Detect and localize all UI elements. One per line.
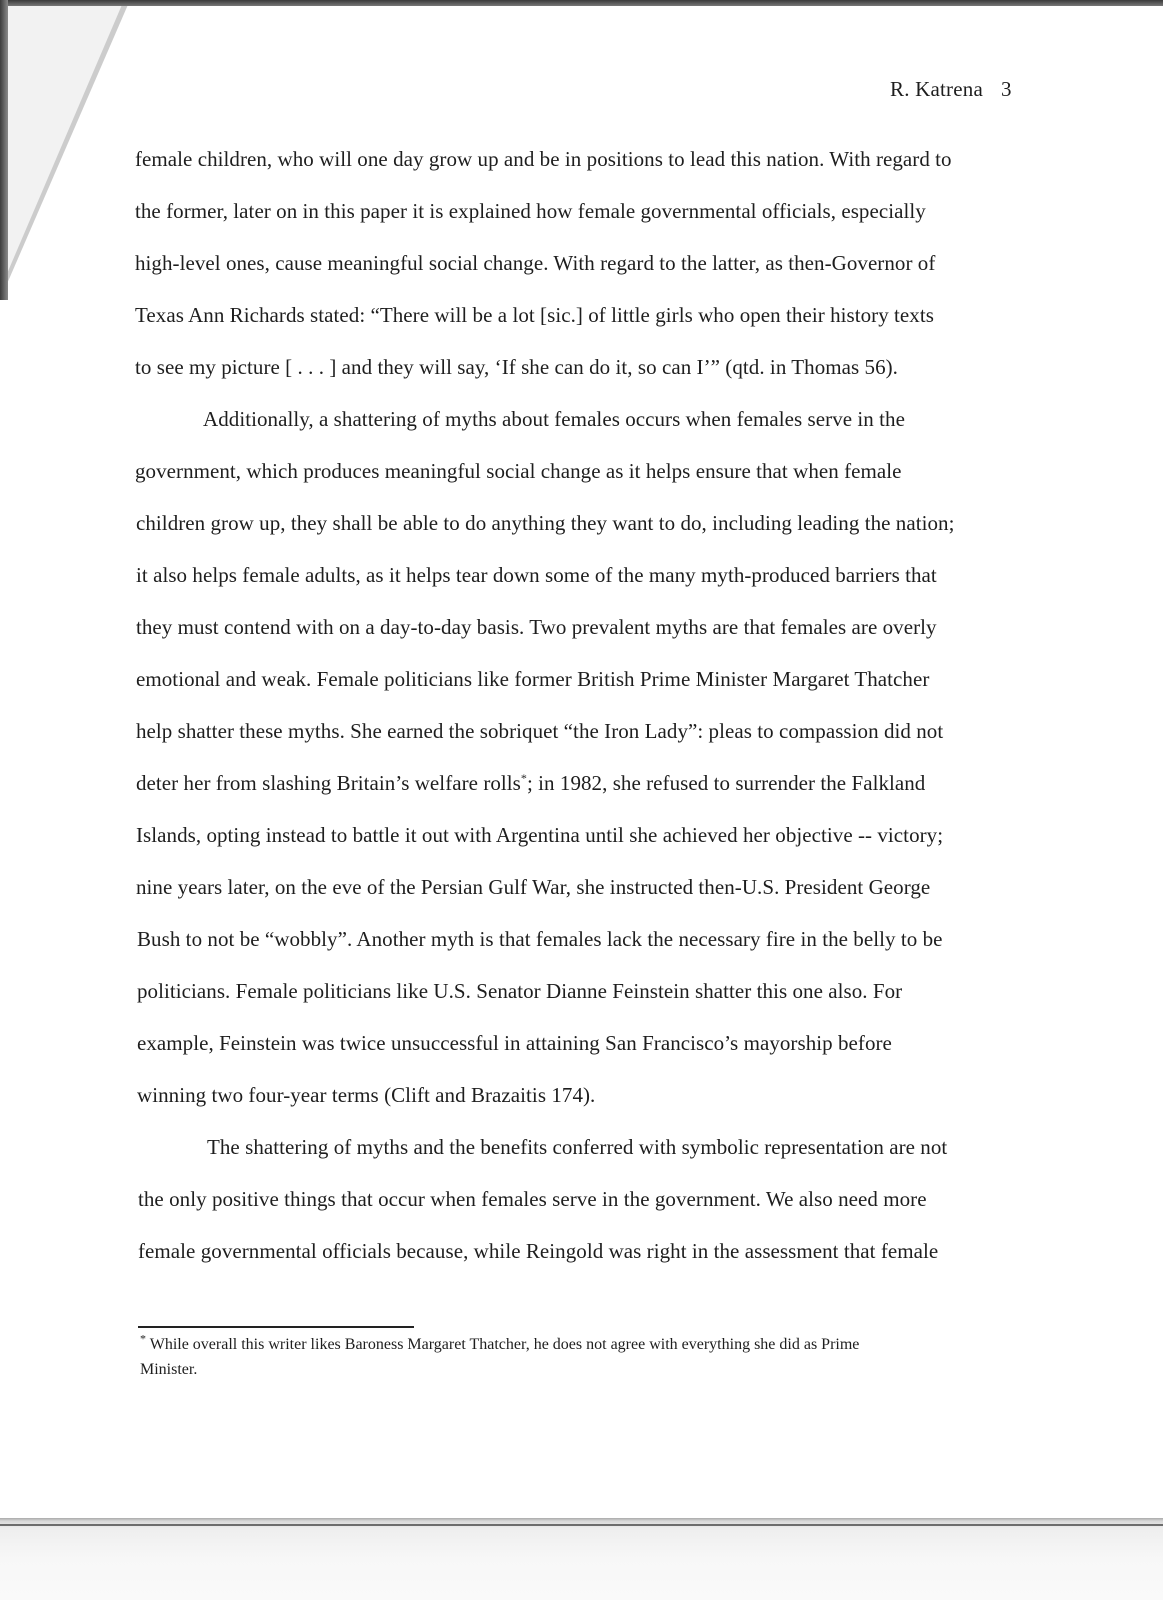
body-line: politicians. Female politicians like U.S. Senator Dianne Feinstein shatter this one also. For	[137, 979, 903, 1003]
running-header	[890, 77, 1012, 102]
body-line: winning two four-year terms (Clift and Brazaitis 174).	[137, 1083, 596, 1107]
header-author: R. Katrena	[890, 77, 983, 101]
body-line: female children, who will one day grow up and be in positions to lead this nation. With regard to	[135, 147, 952, 171]
scan-bottom-edge	[0, 1524, 1163, 1526]
scan-bottom-shadow	[0, 1518, 1163, 1600]
header-page-number: 3	[1000, 77, 1012, 101]
body-line-part: ; in 1982, she refused to surrender the Falkland	[526, 771, 926, 795]
footnote-marker: *	[140, 1331, 146, 1346]
body-line: female governmental officials because, while Reingold was right in the assessment that female	[138, 1239, 939, 1263]
body-line: emotional and weak. Female politicians like former British Prime Minister Margaret Thatcher	[136, 667, 930, 691]
body-line	[136, 771, 925, 796]
body-line: Bush to not be “wobbly”. Another myth is that females lack the necessary fire in the belly to be	[137, 927, 943, 951]
body-line: Islands, opting instead to battle it out with Argentina until she achieved her objective -- victory;	[136, 823, 944, 847]
footnote-line: Minister.	[140, 1361, 198, 1378]
footnote-line	[140, 1331, 860, 1354]
body-line: example, Feinstein was twice unsuccessful in attaining San Francisco’s mayorship before	[137, 1031, 892, 1055]
body-line: it also helps female adults, as it helps tear down some of the many myth-produced barriers that	[136, 563, 937, 587]
body-line: nine years later, on the eve of the Persian Gulf War, she instructed then-U.S. President George	[136, 875, 931, 899]
body-line: they must contend with on a day-to-day basis. Two prevalent myths are that females are overly	[136, 615, 937, 639]
scan-left-edge	[0, 0, 8, 300]
page-corner-fold-inner	[0, 0, 124, 290]
body-line: the former, later on in this paper it is explained how female governmental officials, especially	[135, 199, 926, 223]
body-line: to see my picture [ . . . ] and they will say, ‘If she can do it, so can I’” (qtd. in Thomas 56).	[135, 355, 898, 379]
footnote-reference-marker: *	[520, 771, 527, 785]
body-line: The shattering of myths and the benefits conferred with symbolic representation are not	[207, 1135, 948, 1159]
body-line-part: deter her from slashing Britain’s welfare rolls	[136, 771, 521, 795]
body-line: help shatter these myths. She earned the sobriquet “the Iron Lady”: pleas to compassion did not	[136, 719, 944, 743]
footnote-text: While overall this writer likes Baroness Margaret Thatcher, he does not agree with everything she did as Prime	[146, 1336, 860, 1353]
body-line: children grow up, they shall be able to do anything they want to do, including leading the nation;	[136, 511, 955, 535]
body-line: high-level ones, cause meaningful social change. With regard to the latter, as then-Governor of	[135, 251, 936, 275]
body-line: government, which produces meaningful social change as it helps ensure that when female	[135, 459, 902, 483]
body-line: Texas Ann Richards stated: “There will be a lot [sic.] of little girls who open their history texts	[135, 303, 934, 327]
scan-top-edge	[0, 0, 1163, 6]
body-line: the only positive things that occur when females serve in the government. We also need more	[138, 1187, 927, 1211]
footnote-separator	[138, 1326, 414, 1328]
body-line: Additionally, a shattering of myths about females occurs when females serve in the	[203, 407, 905, 431]
